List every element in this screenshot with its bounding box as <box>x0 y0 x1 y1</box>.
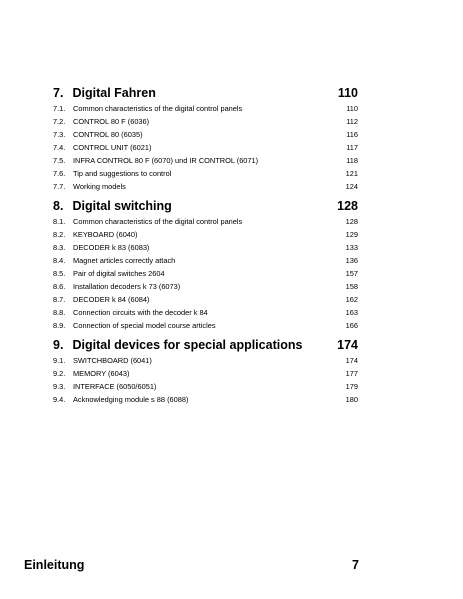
toc-entry[interactable] <box>53 254 358 267</box>
entry-title: Common characteristics of the digital control panels <box>73 217 243 226</box>
entry-page: 177 <box>345 369 358 378</box>
section-heading[interactable] <box>53 197 358 215</box>
toc-entry[interactable] <box>53 267 358 280</box>
toc-entry[interactable] <box>53 354 358 367</box>
entry-page: 166 <box>345 321 358 330</box>
toc-entry[interactable] <box>53 102 358 115</box>
entry-title: CONTROL 80 (6035) <box>73 130 143 139</box>
entry-page: 128 <box>345 217 358 226</box>
entry-number: 9.3. <box>53 382 66 391</box>
entry-number: 8.2. <box>53 230 66 239</box>
section-page: 110 <box>337 86 358 100</box>
section-heading[interactable] <box>53 336 358 354</box>
entry-page: 118 <box>346 156 358 165</box>
entry-page: 157 <box>345 269 358 278</box>
entry-number: 8.4. <box>53 256 66 265</box>
toc-entry[interactable] <box>53 228 358 241</box>
entry-page: 174 <box>345 356 358 365</box>
entry-page: 112 <box>346 117 358 126</box>
entry-title: Connection circuits with the decoder k 84 <box>73 308 208 317</box>
section-number: 8. <box>53 199 64 213</box>
toc-entry[interactable] <box>53 215 358 228</box>
entry-number: 9.2. <box>53 369 66 378</box>
entry-number: 8.1. <box>53 217 66 226</box>
section-number: 7. <box>53 86 64 100</box>
toc-entry[interactable] <box>53 241 358 254</box>
entry-page: 121 <box>345 169 358 178</box>
entry-number: 7.2. <box>53 117 66 126</box>
toc-entry[interactable] <box>53 293 358 306</box>
toc-entry[interactable] <box>53 280 358 293</box>
entry-number: 8.6. <box>53 282 66 291</box>
entry-title: Common characteristics of the digital control panels <box>73 104 243 113</box>
entry-page: 180 <box>345 395 358 404</box>
section-heading[interactable] <box>53 84 358 102</box>
entry-title: Tip and suggestions to control <box>73 169 172 178</box>
entry-number: 7.1. <box>53 104 66 113</box>
toc-section-9 <box>53 336 358 406</box>
entry-title: Installation decoders k 73 (6073) <box>73 282 181 291</box>
toc-entry[interactable] <box>53 306 358 319</box>
entry-title: DECODER k 84 (6084) <box>73 295 150 304</box>
entry-title: INFRA CONTROL 80 F (6070) und IR CONTROL (6071) <box>73 156 259 165</box>
entry-page: 117 <box>346 143 358 152</box>
entry-title: Magnet articles correctly attach <box>73 256 176 265</box>
footer-chapter: Einleitung <box>24 558 85 572</box>
toc-entry[interactable] <box>53 141 358 154</box>
toc-entry[interactable] <box>53 154 358 167</box>
entry-title: KEYBOARD (6040) <box>73 230 138 239</box>
toc-entry[interactable] <box>53 167 358 180</box>
entry-page: 116 <box>346 130 358 139</box>
entry-number: 9.4. <box>53 395 66 404</box>
entry-page: 136 <box>345 256 358 265</box>
entry-page: 163 <box>345 308 358 317</box>
page-footer <box>24 558 359 572</box>
section-title: Digital Fahren <box>72 86 156 100</box>
entry-page: 162 <box>345 295 358 304</box>
toc-entry[interactable] <box>53 319 358 332</box>
entry-number: 7.5. <box>53 156 66 165</box>
entry-page: 133 <box>345 243 358 252</box>
entry-page: 124 <box>345 182 358 191</box>
toc-entry[interactable] <box>53 393 358 406</box>
entry-title: CONTROL UNIT (6021) <box>73 143 152 152</box>
toc-entry[interactable] <box>53 180 358 193</box>
entry-title: MEMORY (6043) <box>73 369 130 378</box>
section-title: Digital switching <box>72 199 172 213</box>
toc-entry[interactable] <box>53 128 358 141</box>
section-number: 9. <box>53 338 64 352</box>
toc-entry[interactable] <box>53 367 358 380</box>
entry-title: DECODER k 83 (6083) <box>73 243 150 252</box>
entry-number: 7.7. <box>53 182 66 191</box>
entry-page: 158 <box>345 282 358 291</box>
entry-number: 7.4. <box>53 143 66 152</box>
entry-title: Connection of special model course articles <box>73 321 216 330</box>
entry-number: 8.8. <box>53 308 66 317</box>
entry-page: 129 <box>345 230 358 239</box>
footer-page-number: 7 <box>352 558 359 572</box>
entry-number: 8.7. <box>53 295 66 304</box>
entry-title: CONTROL 80 F (6036) <box>73 117 150 126</box>
toc-section-8 <box>53 197 358 332</box>
section-title: Digital devices for special applications <box>72 338 303 352</box>
entry-page: 179 <box>345 382 358 391</box>
toc-section-7 <box>53 84 358 193</box>
entry-title: Acknowledging module s 88 (6088) <box>73 395 189 404</box>
section-page: 128 <box>337 199 358 213</box>
entry-number: 8.3. <box>53 243 66 252</box>
entry-title: INTERFACE (6050/6051) <box>73 382 157 391</box>
entry-title: SWITCHBOARD (6041) <box>73 356 152 365</box>
toc-entry[interactable] <box>53 115 358 128</box>
entry-number: 7.3. <box>53 130 66 139</box>
toc-entry[interactable] <box>53 380 358 393</box>
entry-number: 9.1. <box>53 356 66 365</box>
entry-title: Pair of digital switches 2604 <box>73 269 165 278</box>
entry-number: 7.6. <box>53 169 66 178</box>
entry-page: 110 <box>346 104 358 113</box>
entry-number: 8.5. <box>53 269 66 278</box>
entry-title: Working models <box>73 182 126 191</box>
section-page: 174 <box>337 338 358 352</box>
entry-number: 8.9. <box>53 321 66 330</box>
